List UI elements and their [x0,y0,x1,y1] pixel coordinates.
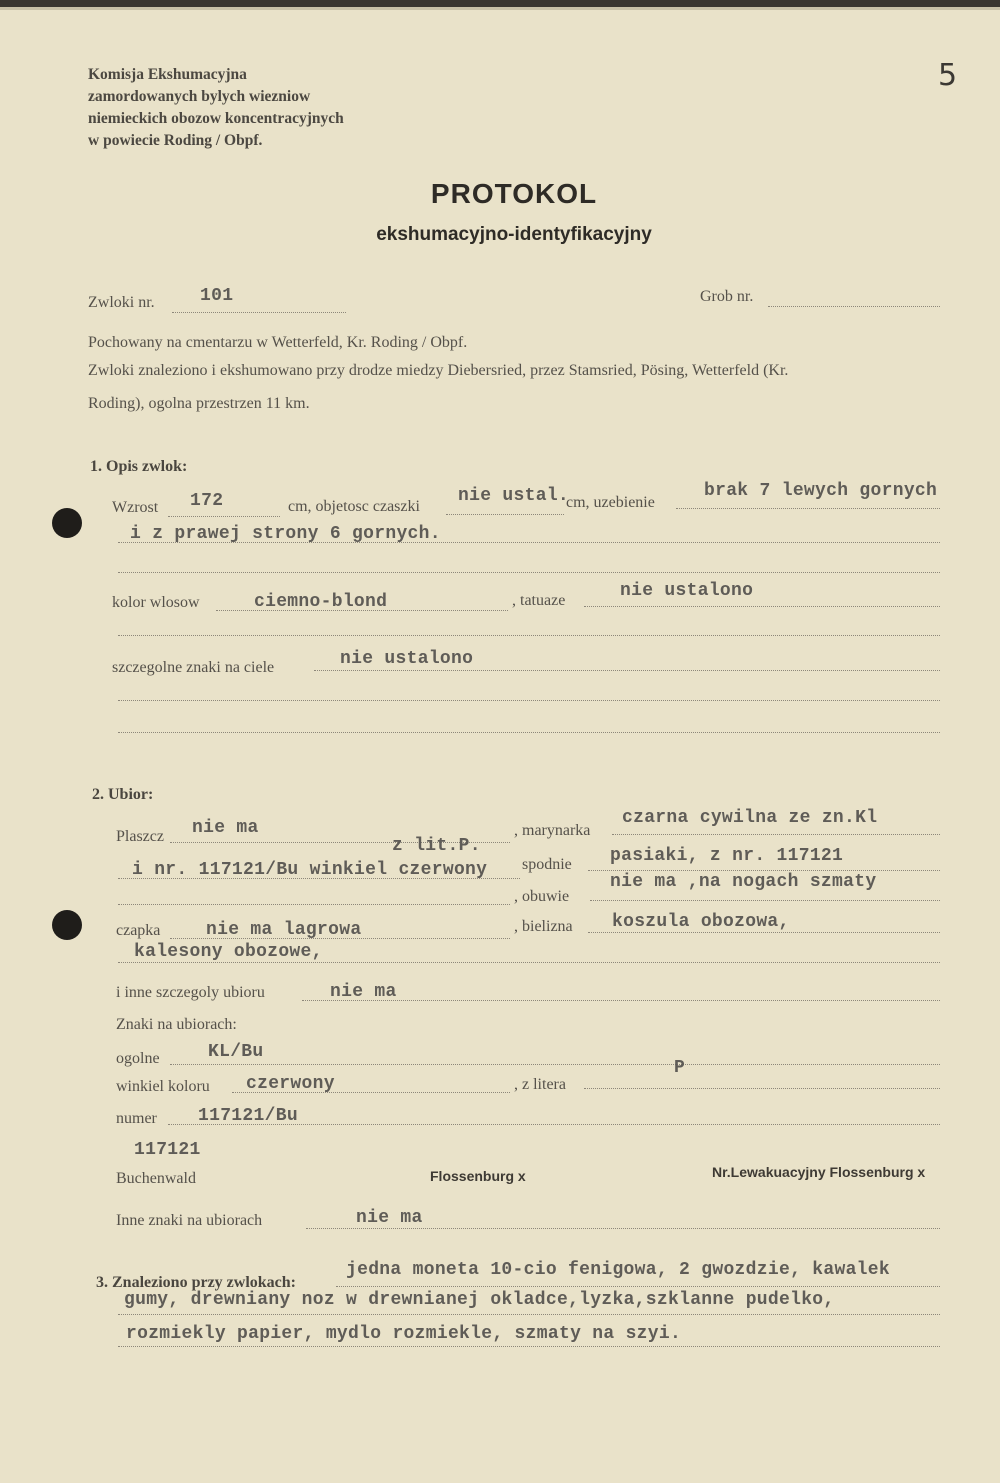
buchenwald-label: Buchenwald [116,1170,196,1187]
header-line-1: Komisja Ekshumacyjna [88,66,247,83]
found-items-rule-2 [118,1314,940,1315]
other-clothing-value: nie ma [330,982,397,1002]
burial-text: Pochowany na cmentarzu w Wetterfeld, Kr. Roding / Obpf. [88,334,468,351]
letter-label: , z litera [514,1076,566,1093]
scan-edge [0,0,1000,7]
number-value: 117121/Bu [198,1106,298,1126]
other-clothing-marks-line [306,1228,940,1229]
winkel-line [232,1092,510,1093]
trousers-line [588,870,940,871]
coat-label: Plaszcz [116,828,164,845]
teeth-value: brak 7 lewych gornych [704,481,938,501]
found-text-2: Roding), ogolna przestrzen 11 km. [88,395,310,412]
underwear-line [588,932,940,933]
binder-hole [52,508,82,538]
hair-line [216,610,508,611]
grave-number-label: Grob nr. [700,288,754,305]
evac-number-flossenburg-label: Nr.Lewakuacyjny Flossenburg x [712,1164,926,1180]
number-value-2: 117121 [134,1140,201,1160]
underwear-continuation: kalesony obozowe, [134,942,323,962]
jacket-value: czarna cywilna ze zn.Kl [622,808,878,828]
blank-line-1 [118,572,940,573]
corpse-number-line [172,312,346,313]
teeth-cont-line [118,542,940,543]
other-clothing-label: i inne szczegoly ubioru [116,984,265,1001]
shoes-value: nie ma ,na nogach szmaty [610,872,877,892]
blank-line-3 [118,700,940,701]
tattoo-value: nie ustalono [620,581,754,601]
general-marks-line [170,1064,940,1065]
height-line [168,516,280,517]
height-value: 172 [190,491,224,511]
jacket-line [612,834,940,835]
clothing-marks-heading: Znaki na ubiorach: [116,1016,237,1033]
trousers-label: spodnie [522,856,572,873]
teeth-label: cm, uzebienie [566,494,655,511]
jacket-extra: z lit.P. [392,836,481,856]
skull-value: nie ustal. [458,486,570,506]
body-marks-value: nie ustalono [340,649,474,669]
height-label: Wzrost [112,499,159,516]
general-marks-value: KL/Bu [208,1042,264,1062]
blank-line-2 [118,635,940,636]
hair-label: kolor wlosow [112,594,200,611]
shoes-line [590,900,940,901]
section-3-title: 3. Znaleziono przy zwlokach: [96,1274,296,1291]
jacket-label: , marynarka [514,822,591,839]
general-marks-label: ogolne [116,1050,160,1067]
cap-value: nie ma lagrowa [206,920,362,940]
underwear-value: koszula obozowa, [612,912,790,932]
letter-line [584,1088,940,1089]
found-items-line-1: jedna moneta 10-cio fenigowa, 2 gwozdzie, kawalek [346,1260,890,1280]
skull-label: cm, objetosc czaszki [288,498,420,515]
jacket-cont-line [118,878,520,879]
section-1-title: 1. Opis zwlok: [90,458,188,475]
underwear-label: , bielizna [514,918,573,935]
found-items-rule-3 [118,1346,940,1347]
cap-line [170,938,510,939]
header-line-2: zamordowanych bylych wiezniow [88,88,311,105]
number-line [168,1124,940,1125]
skull-line [446,514,564,515]
body-marks-line [314,670,940,671]
tattoo-label: , tatuaze [512,592,566,609]
blank-line-4 [118,732,940,733]
corpse-number-value: 101 [200,286,234,306]
teeth-continuation: i z prawej strony 6 gornych. [130,524,441,544]
header-line-3: niemieckich obozow koncentracyjnych [88,110,344,127]
hair-value: ciemno-blond [254,592,388,612]
shoes-label: , obuwie [514,888,570,905]
other-clothing-marks-value: nie ma [356,1208,423,1228]
shoes-pre-line [118,904,510,905]
found-text-1: Zwloki znaleziono i ekshumowano przy drodze miedzy Diebersried, przez Stamsried, Pösing, Wetterfeld (Kr. [88,362,789,379]
page-subtitle: ekshumacyjno-identyfikacyjny [376,224,652,245]
teeth-line [676,508,940,509]
section-2-title: 2. Ubior: [92,786,154,803]
corpse-number-label: Zwloki nr. [88,294,155,311]
other-clothing-marks-label: Inne znaki na ubiorach [116,1212,263,1229]
winkel-value: czerwony [246,1074,335,1094]
found-items-line-3: rozmiekly papier, mydlo rozmiekle, szmaty na szyi. [126,1324,682,1344]
tattoo-line [584,606,940,607]
page-title: PROTOKOL [430,178,598,209]
coat-value: nie ma [192,818,259,838]
cap-label: czapka [116,922,161,939]
winkel-label: winkiel koloru [116,1078,210,1095]
jacket-continuation: i nr. 117121/Bu winkiel czerwony [132,860,488,880]
header-line-4: w powiecie Roding / Obpf. [88,132,263,149]
other-clothing-line [302,1000,940,1001]
body-marks-label: szczegolne znaki na ciele [112,659,275,676]
trousers-value: pasiaki, z nr. 117121 [610,846,844,866]
number-label: numer [116,1110,157,1127]
binder-hole [52,910,82,940]
grave-number-line [768,306,940,307]
page-number: 5 [938,58,958,93]
underwear-cont-line [118,962,940,963]
letter-value: P [674,1058,686,1078]
found-items-line-2: gumy, drewniany noz w drewnianej okladce,lyzka,szklanne pudelko, [124,1290,835,1310]
flossenburg-label: Flossenburg x [430,1168,526,1184]
scan-edge-light [0,7,1000,10]
found-items-rule-1 [336,1286,940,1287]
